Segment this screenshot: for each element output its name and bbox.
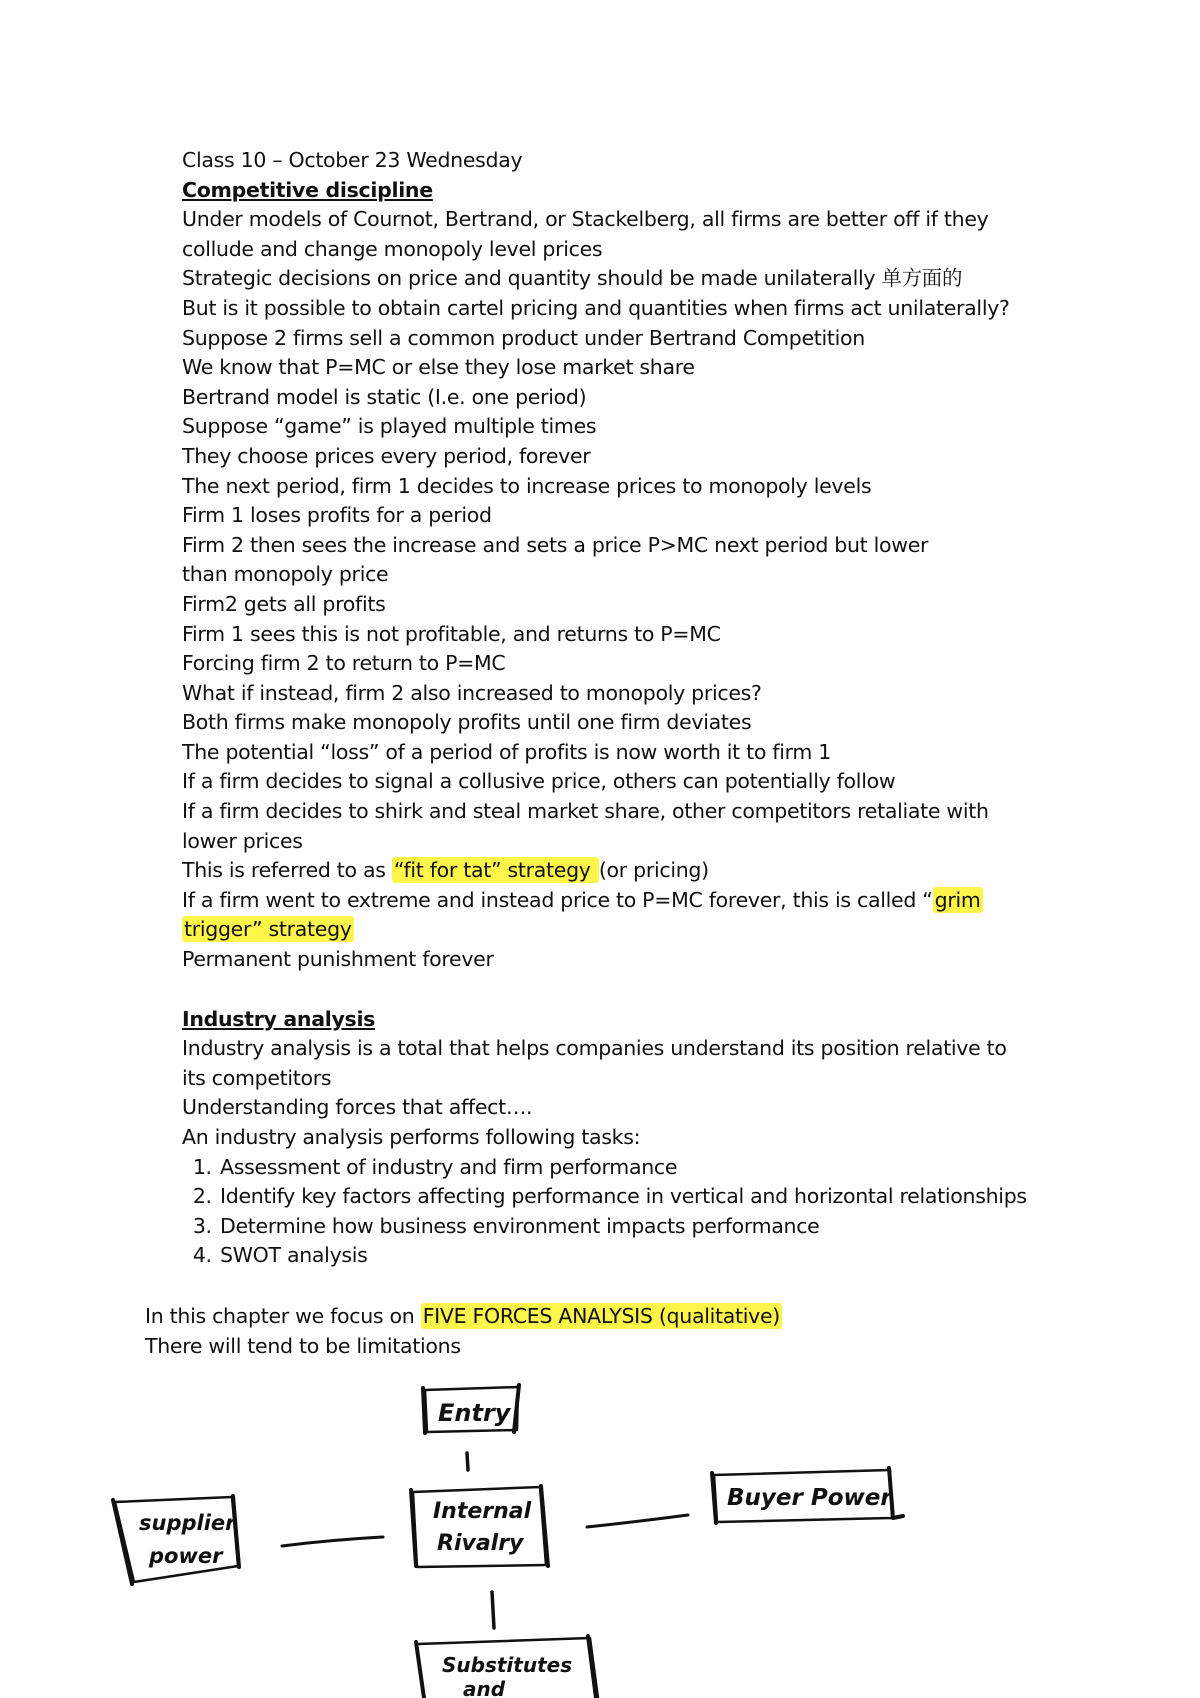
note-line: But is it possible to obtain cartel pricing and quantities when firms act unilaterally? bbox=[182, 295, 1010, 320]
notes-body bbox=[182, 146, 1082, 1271]
task-item: 3. Determine how business environment impacts performance bbox=[218, 1212, 1082, 1242]
note-line: Industry analysis is a total that helps companies understand its position relative to its competitors bbox=[182, 1036, 1007, 1090]
section-heading-industry-analysis: Industry analysis bbox=[182, 1006, 376, 1031]
grim-trigger-line bbox=[182, 886, 1062, 945]
grim-trigger-highlight: grim trigger” strategy bbox=[184, 887, 981, 942]
chapter-focus bbox=[145, 1302, 1145, 1361]
note-line: They choose prices every period, forever bbox=[182, 443, 591, 468]
entry-connector bbox=[467, 1453, 468, 1470]
note-line: We know that P=MC or else they lose market share bbox=[182, 355, 695, 380]
supplier-box bbox=[115, 1497, 238, 1582]
note-line: If a firm decides to signal a collusive price, others can potentially follow bbox=[182, 769, 896, 794]
tit-for-tat-prefix: This is referred to as bbox=[182, 858, 392, 883]
tit-for-tat-highlight: “fit for tat” strategy bbox=[393, 858, 597, 883]
substitutes-label-line2: and bbox=[463, 1677, 506, 1698]
class-title: Class 10 – October 23 Wednesday bbox=[182, 148, 523, 172]
entry-box-edge bbox=[423, 1388, 425, 1433]
supplier-label-line1: supplier bbox=[139, 1511, 236, 1535]
substitutes-box-edge bbox=[416, 1642, 424, 1698]
note-line: What if instead, firm 2 also increased to monopoly prices? bbox=[182, 680, 762, 705]
rivalry-label-line2: Rivalry bbox=[437, 1531, 524, 1556]
five-forces-diagram bbox=[0, 1370, 1200, 1698]
substitutes-connector bbox=[492, 1592, 494, 1628]
section-gap bbox=[182, 975, 1082, 1005]
note-line: The next period, firm 1 decides to increase prices to monopoly levels bbox=[182, 473, 872, 498]
supplier-connector bbox=[282, 1537, 383, 1546]
supplier-box-edge bbox=[113, 1500, 132, 1584]
note-line: Strategic decisions on price and quantity should be made unilaterally 单方面的 bbox=[182, 266, 963, 291]
note-line: An industry analysis performs following tasks: bbox=[182, 1125, 641, 1149]
note-line: The potential “loss” of a period of profits is now worth it to firm 1 bbox=[182, 739, 831, 764]
buyer-label: Buyer Power bbox=[727, 1485, 892, 1511]
note-line: Bertrand model is static (I.e. one period) bbox=[182, 384, 587, 409]
note-line: Permanent punishment forever bbox=[182, 947, 494, 972]
substitutes-label-line1: Substitutes bbox=[442, 1653, 573, 1677]
task-item: 2. Identify key factors affecting performance in vertical and horizontal relationships bbox=[218, 1182, 1082, 1212]
note-line: If a firm decides to shirk and steal market share, other competitors retaliate with lower prices bbox=[182, 799, 989, 853]
note-line: Both firms make monopoly profits until one firm deviates bbox=[182, 710, 752, 735]
chapter-focus-prefix: In this chapter we focus on bbox=[145, 1304, 421, 1328]
grim-trigger-prefix: If a firm went to extreme and instead price to P=MC forever, this is called “ bbox=[182, 887, 933, 912]
buyer-connector bbox=[587, 1515, 688, 1527]
limitations-line: There will tend to be limitations bbox=[145, 1333, 461, 1358]
note-line: Forcing firm 2 to return to P=MC bbox=[182, 651, 506, 676]
supplier-label-line2: power bbox=[149, 1544, 223, 1568]
entry-label: Entry bbox=[438, 1399, 511, 1427]
note-line: Suppose 2 firms sell a common product under Bertrand Competition bbox=[182, 325, 865, 350]
task-item: 1. Assessment of industry and firm performance bbox=[218, 1153, 1082, 1183]
task-item: 4. SWOT analysis bbox=[218, 1241, 1082, 1271]
rivalry-box-edge bbox=[411, 1490, 416, 1566]
note-line: Firm2 gets all profits bbox=[182, 591, 386, 616]
five-forces-highlight: FIVE FORCES ANALYSIS (qualitative) bbox=[422, 1304, 780, 1328]
task-list bbox=[182, 1153, 1082, 1271]
rivalry-label-line1: Internal bbox=[433, 1499, 532, 1524]
tit-for-tat-suffix: (or pricing) bbox=[598, 858, 709, 883]
note-line: Firm 1 sees this is not profitable, and returns to P=MC bbox=[182, 621, 721, 646]
note-line: Understanding forces that affect…. bbox=[182, 1095, 533, 1120]
chapter-focus-line bbox=[145, 1302, 1145, 1332]
tit-for-tat-line bbox=[182, 856, 1082, 886]
note-line: Under models of Cournot, Bertrand, or Stackelberg, all firms are better off if they collude and change monopoly level prices bbox=[182, 207, 989, 261]
note-line: Suppose “game” is played multiple times bbox=[182, 414, 597, 439]
section-heading-competitive-discipline: Competitive discipline bbox=[182, 177, 433, 202]
note-line: Firm 1 loses profits for a period bbox=[182, 503, 492, 528]
note-line: Firm 2 then sees the increase and sets a price P>MC next period but lower than monopoly price bbox=[182, 532, 929, 587]
